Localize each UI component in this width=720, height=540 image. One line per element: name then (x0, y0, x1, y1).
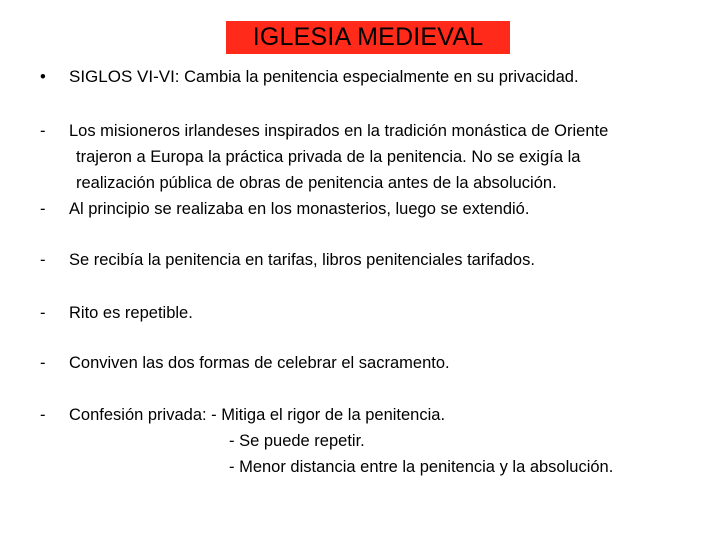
item-line: - Se puede repetir. (229, 432, 365, 450)
heading-line (69, 66, 579, 88)
slide-title: IGLESIA MEDIEVAL (252, 23, 484, 51)
dash-marker: - (40, 122, 46, 140)
title-banner (226, 21, 510, 54)
dash-marker: - (40, 354, 46, 372)
heading-text: Cambia la penitencia especialmente en su privacidad. (179, 68, 579, 86)
dash-marker: - (40, 304, 46, 322)
item-line: trajeron a Europa la práctica privada de la penitencia. No se exigía la (76, 148, 581, 166)
dash-marker: - (40, 200, 46, 218)
item-line: Rito es repetible. (69, 304, 193, 322)
item-line: - Menor distancia entre la penitencia y la absolución. (229, 458, 614, 476)
item-line: Confesión privada: - Mitiga el rigor de la penitencia. (69, 406, 446, 424)
item-line: Conviven las dos formas de celebrar el sacramento. (69, 354, 450, 372)
dash-marker: - (40, 251, 46, 269)
item-line: realización pública de obras de penitencia antes de la absolución. (76, 174, 557, 192)
item-line: Los misioneros irlandeses inspirados en la tradición monástica de Oriente (69, 122, 609, 140)
heading-label: SIGLOS VI-VI: (69, 67, 180, 86)
item-line: Al principio se realizaba en los monasterios, luego se extendió. (69, 200, 530, 218)
item-line: Se recibía la penitencia en tarifas, libros penitenciales tarifados. (69, 251, 535, 269)
dash-marker: - (40, 406, 46, 424)
bullet-marker: • (40, 68, 46, 86)
